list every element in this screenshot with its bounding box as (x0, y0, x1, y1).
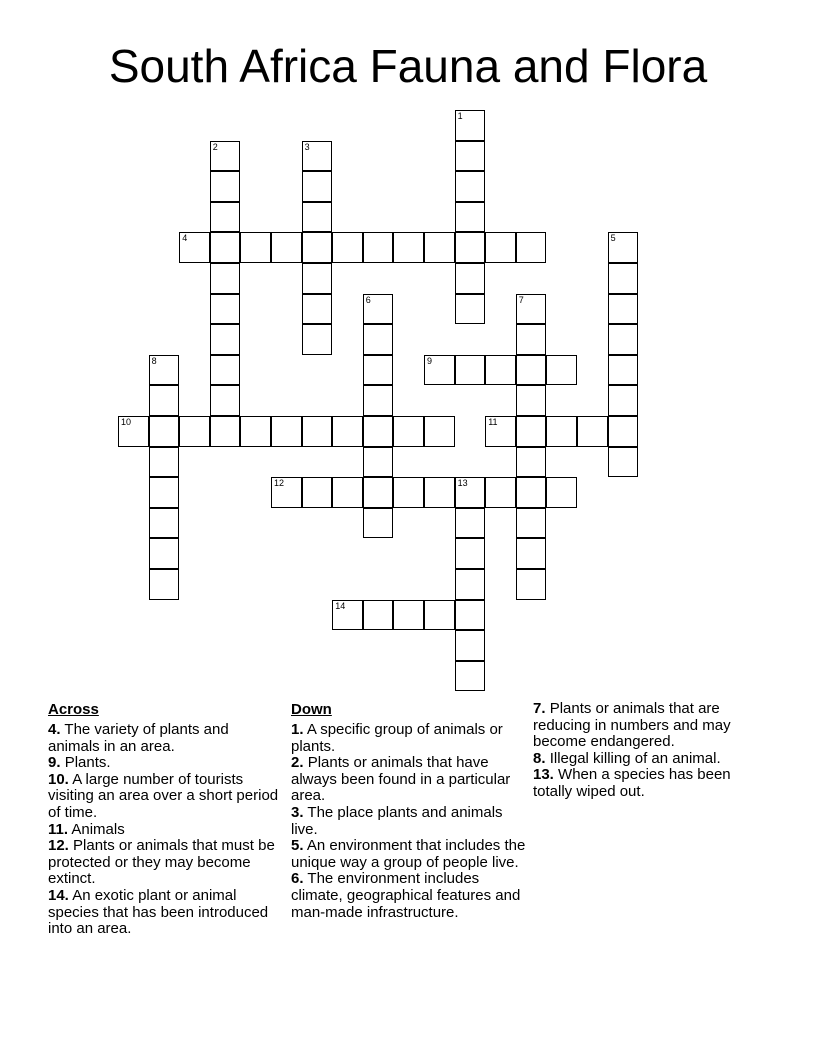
grid-cell[interactable] (210, 355, 241, 386)
grid-cell[interactable] (455, 263, 486, 294)
clue-number-label: 13 (457, 478, 468, 489)
puzzle-title: South Africa Fauna and Flora (108, 40, 708, 92)
grid-cell[interactable] (149, 355, 180, 386)
grid-cell[interactable] (332, 600, 363, 631)
grid-cell[interactable] (210, 385, 241, 416)
down-clues (291, 701, 527, 921)
grid-cell[interactable] (210, 416, 241, 447)
clue-across-12: 12. Plants or animals that must be protected or they may become extinct. (48, 837, 275, 888)
grid-cell[interactable] (302, 202, 333, 233)
grid-cell[interactable] (608, 447, 639, 478)
grid-cell[interactable] (210, 141, 241, 172)
across-heading: Across (48, 701, 99, 718)
grid-cell[interactable] (302, 324, 333, 355)
grid-cell[interactable] (424, 600, 455, 631)
clue-across-10: 10. A large number of tourists visiting an area over a short period of time. (48, 770, 279, 821)
grid-cell[interactable] (608, 385, 639, 416)
grid-cell[interactable] (516, 324, 547, 355)
grid-cell[interactable] (485, 355, 516, 386)
grid-cell[interactable] (608, 232, 639, 263)
grid-cell[interactable] (149, 416, 180, 447)
grid-cell[interactable] (179, 232, 210, 263)
grid-cell[interactable] (210, 232, 241, 263)
grid-cell[interactable] (455, 661, 486, 692)
grid-cell[interactable] (393, 600, 424, 631)
grid-cell[interactable] (302, 263, 333, 294)
grid-cell[interactable] (455, 202, 486, 233)
grid-cell[interactable] (393, 416, 424, 447)
grid-cell[interactable] (485, 477, 516, 508)
grid-cell[interactable] (485, 232, 516, 263)
grid-cell[interactable] (455, 110, 486, 141)
grid-cell[interactable] (332, 477, 363, 508)
grid-cell[interactable] (455, 232, 486, 263)
grid-cell[interactable] (393, 232, 424, 263)
clue-number-label: 6 (365, 294, 371, 305)
grid-cell[interactable] (516, 569, 547, 600)
grid-cell[interactable] (302, 232, 333, 263)
grid-cell[interactable] (608, 324, 639, 355)
grid-cell[interactable] (424, 416, 455, 447)
grid-cell[interactable] (210, 263, 241, 294)
down-heading: Down (291, 701, 332, 718)
grid-cell[interactable] (363, 447, 394, 478)
grid-cell[interactable] (363, 232, 394, 263)
clue-number-label: 8 (151, 355, 157, 366)
grid-cell[interactable] (271, 416, 302, 447)
grid-cell[interactable] (424, 355, 455, 386)
clue-down-13: 13. When a species has been totally wiped out. (533, 766, 731, 800)
across-clues (48, 701, 284, 938)
grid-cell[interactable] (608, 355, 639, 386)
grid-cell[interactable] (363, 355, 394, 386)
grid-cell[interactable] (455, 141, 486, 172)
grid-cell[interactable] (149, 385, 180, 416)
grid-cell[interactable] (516, 477, 547, 508)
grid-cell[interactable] (608, 416, 639, 447)
clue-number-label: 14 (335, 600, 346, 611)
grid-cell[interactable] (455, 508, 486, 539)
clue-down-5: 5. An environment that includes the unique way a group of people live. (291, 837, 526, 871)
grid-cell[interactable] (271, 232, 302, 263)
grid-cell[interactable] (424, 232, 455, 263)
grid-cell[interactable] (363, 477, 394, 508)
grid-cell[interactable] (546, 355, 577, 386)
grid-cell[interactable] (332, 232, 363, 263)
clue-number-label: 7 (518, 294, 524, 305)
grid-cell[interactable] (546, 416, 577, 447)
grid-cell[interactable] (302, 477, 333, 508)
grid-cell[interactable] (485, 416, 516, 447)
clue-number-label: 4 (182, 233, 188, 244)
clue-number-label: 10 (121, 417, 132, 427)
grid-cell[interactable] (393, 477, 424, 508)
grid-cell[interactable] (424, 477, 455, 508)
grid-cell[interactable] (210, 202, 241, 233)
clue-number-label: 11 (488, 417, 498, 427)
grid-cell[interactable] (363, 600, 394, 631)
clue-number-label: 1 (457, 111, 463, 121)
grid-cell[interactable] (577, 416, 608, 447)
grid-cell[interactable] (179, 416, 210, 447)
grid-cell[interactable] (149, 538, 180, 569)
grid-cell[interactable] (240, 232, 271, 263)
grid-cell[interactable] (608, 294, 639, 325)
grid-cell[interactable] (363, 294, 394, 325)
grid-cell[interactable] (455, 630, 486, 661)
clue-number-label: 9 (427, 355, 433, 366)
grid-cell[interactable] (363, 385, 394, 416)
grid-cell[interactable] (455, 600, 486, 631)
grid-cell[interactable] (516, 385, 547, 416)
grid-cell[interactable] (455, 171, 486, 202)
grid-cell[interactable] (455, 355, 486, 386)
clue-number-label: 2 (212, 141, 218, 152)
grid-cell[interactable] (149, 508, 180, 539)
grid-cell[interactable] (149, 447, 180, 478)
grid-cell[interactable] (363, 508, 394, 539)
clue-number-label: 5 (610, 233, 616, 244)
grid-cell[interactable] (332, 416, 363, 447)
grid-cell[interactable] (210, 294, 241, 325)
grid-cell[interactable] (118, 416, 149, 447)
grid-cell[interactable] (302, 294, 333, 325)
grid-cell[interactable] (608, 263, 639, 294)
grid-cell[interactable] (516, 294, 547, 325)
grid-cell[interactable] (455, 538, 486, 569)
grid-cell[interactable] (455, 477, 486, 508)
grid-cell[interactable] (516, 232, 547, 263)
grid-cell[interactable] (210, 171, 241, 202)
grid-cell[interactable] (210, 324, 241, 355)
grid-cell[interactable] (516, 447, 547, 478)
clue-number-label: 12 (274, 478, 285, 489)
grid-cell[interactable] (302, 171, 333, 202)
clue-across-14: 14. An exotic plant or animal species that has been introduced into an area. (48, 886, 269, 938)
clue-across-4: 4. The variety of plants and animals in an area. (48, 721, 229, 755)
clue-down-3: 3. The place plants and animals live. (291, 803, 503, 838)
grid-cell[interactable] (302, 416, 333, 447)
grid-cell[interactable] (271, 477, 302, 508)
clue-down-2: 2. Plants or animals that have always been found in a particular area. (291, 754, 511, 805)
clue-number-label: 3 (304, 141, 310, 152)
grid-cell[interactable] (363, 324, 394, 355)
clue-down-6: 6. The environment includes climate, geographical features and man-made infrastructure. (291, 870, 521, 921)
clue-down-7: 7. Plants or animals that are reducing in numbers and may become endangered. (533, 700, 731, 751)
clue-down-1: 1. A specific group of animals or plants. (291, 721, 503, 755)
grid-cell[interactable] (302, 141, 333, 172)
grid-cell[interactable] (516, 416, 547, 447)
grid-cell[interactable] (516, 355, 547, 386)
grid-cell[interactable] (546, 477, 577, 508)
clue-across-9: 9. Plants. (48, 754, 111, 772)
grid-cell[interactable] (516, 538, 547, 569)
grid-cell[interactable] (455, 294, 486, 325)
down-clues-continued (533, 701, 769, 801)
grid-cell[interactable] (455, 569, 486, 600)
grid-cell[interactable] (149, 477, 180, 508)
grid-cell[interactable] (363, 416, 394, 447)
clue-down-8: 8. Illegal killing of an animal. (533, 749, 721, 767)
grid-cell[interactable] (516, 508, 547, 539)
grid-cell[interactable] (240, 416, 271, 447)
grid-cell[interactable] (149, 569, 180, 600)
clue-across-11: 11. Animals (48, 820, 125, 838)
